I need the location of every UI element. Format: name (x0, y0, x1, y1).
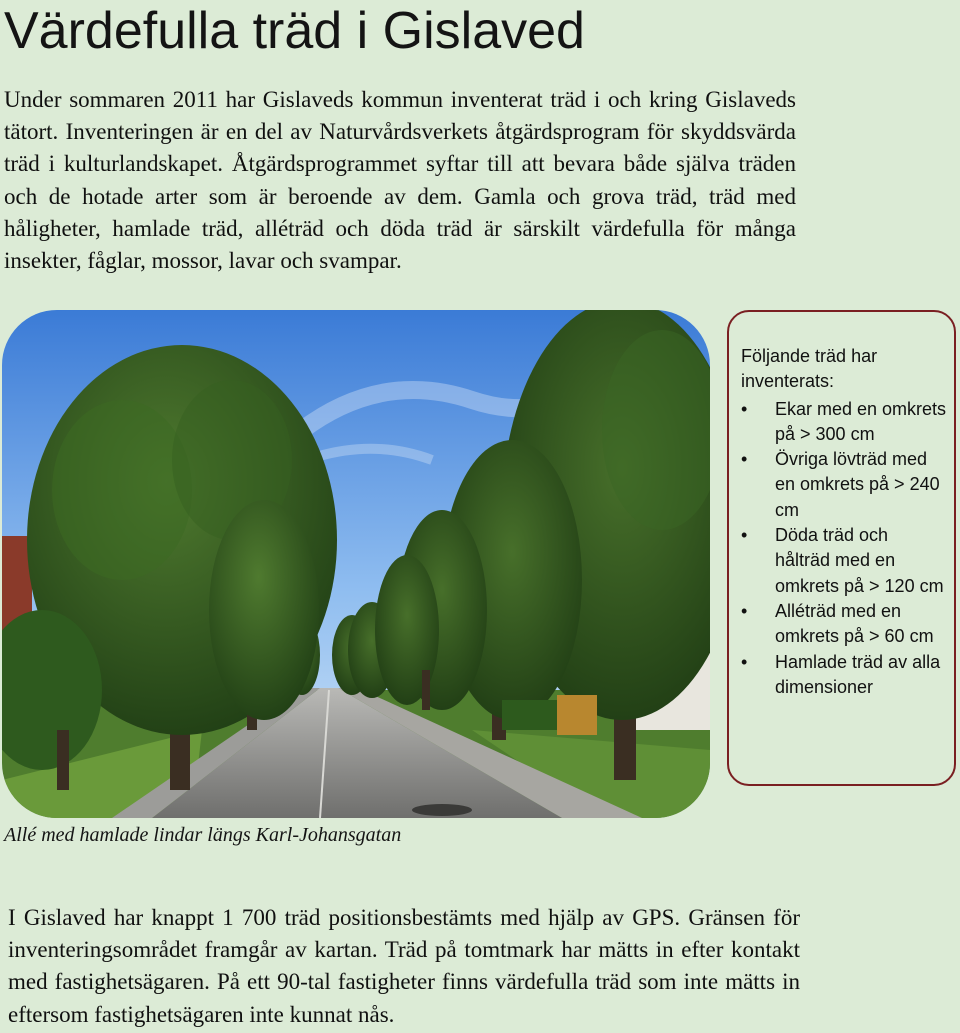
list-item (741, 650, 948, 701)
bullet-icon: • (741, 600, 748, 621)
gps-paragraph: I Gislaved har knappt 1 700 träd positionsbestämts med hjälp av GPS. Gränsen för inventeringsområdet framgår av kartan. Träd på tomtmark har mätts in efter kontakt med fastighetsägaren. På ett 90-tal fastigheter finns värdefulla träd som inte mätts in eftersom fastighetsägaren inte kunnat nås. (8, 905, 800, 1027)
intro-paragraph: Under sommaren 2011 har Gislaveds kommun inventerat träd i och kring Gislaveds tätort. Inventeringen är en del av Naturvårdsverkets åtgärdsprogram för skyddsvärda träd i kulturlandskapet. Åtgärdsprogrammet syftar till att bevara både själva träden och de hotade arter som är beroende av dem. Gamla och grova träd, träd med håligheter, hamlade träd, alléträd och döda träd är särskilt värdefulla för många insekter, fåglar, mossor, lavar och svampar. (4, 87, 796, 274)
page-title: Värdefulla träd i Gislaved (4, 2, 585, 60)
inventory-criteria-box (727, 310, 956, 786)
criteria-item-dead-hollow: Döda träd och hålträd med en omkrets på > 120 cm (775, 525, 944, 596)
criteria-item-pollarded: Hamlade träd av alla dimensioner (775, 651, 941, 697)
criteria-item-oaks: Ekar med en omkrets på > 300 cm (775, 398, 947, 444)
photo-caption: Allé med hamlade lindar längs Karl-Johansgatan (4, 824, 402, 846)
list-item (741, 599, 948, 650)
list-item (741, 447, 948, 523)
criteria-item-avenue: Alléträd med en omkrets på > 60 cm (775, 600, 934, 647)
bullet-icon: • (741, 651, 748, 672)
bullet-icon: • (741, 398, 748, 419)
criteria-list (741, 397, 948, 701)
criteria-heading: Följande träd har inventerats: (741, 346, 878, 392)
list-item (741, 523, 948, 599)
bullet-icon: • (741, 449, 748, 470)
criteria-item-deciduous: Övriga lövträd med en omkrets på > 240 cm (775, 449, 940, 520)
list-item (741, 397, 948, 448)
avenue-photo (2, 310, 710, 818)
bullet-icon: • (741, 525, 748, 546)
